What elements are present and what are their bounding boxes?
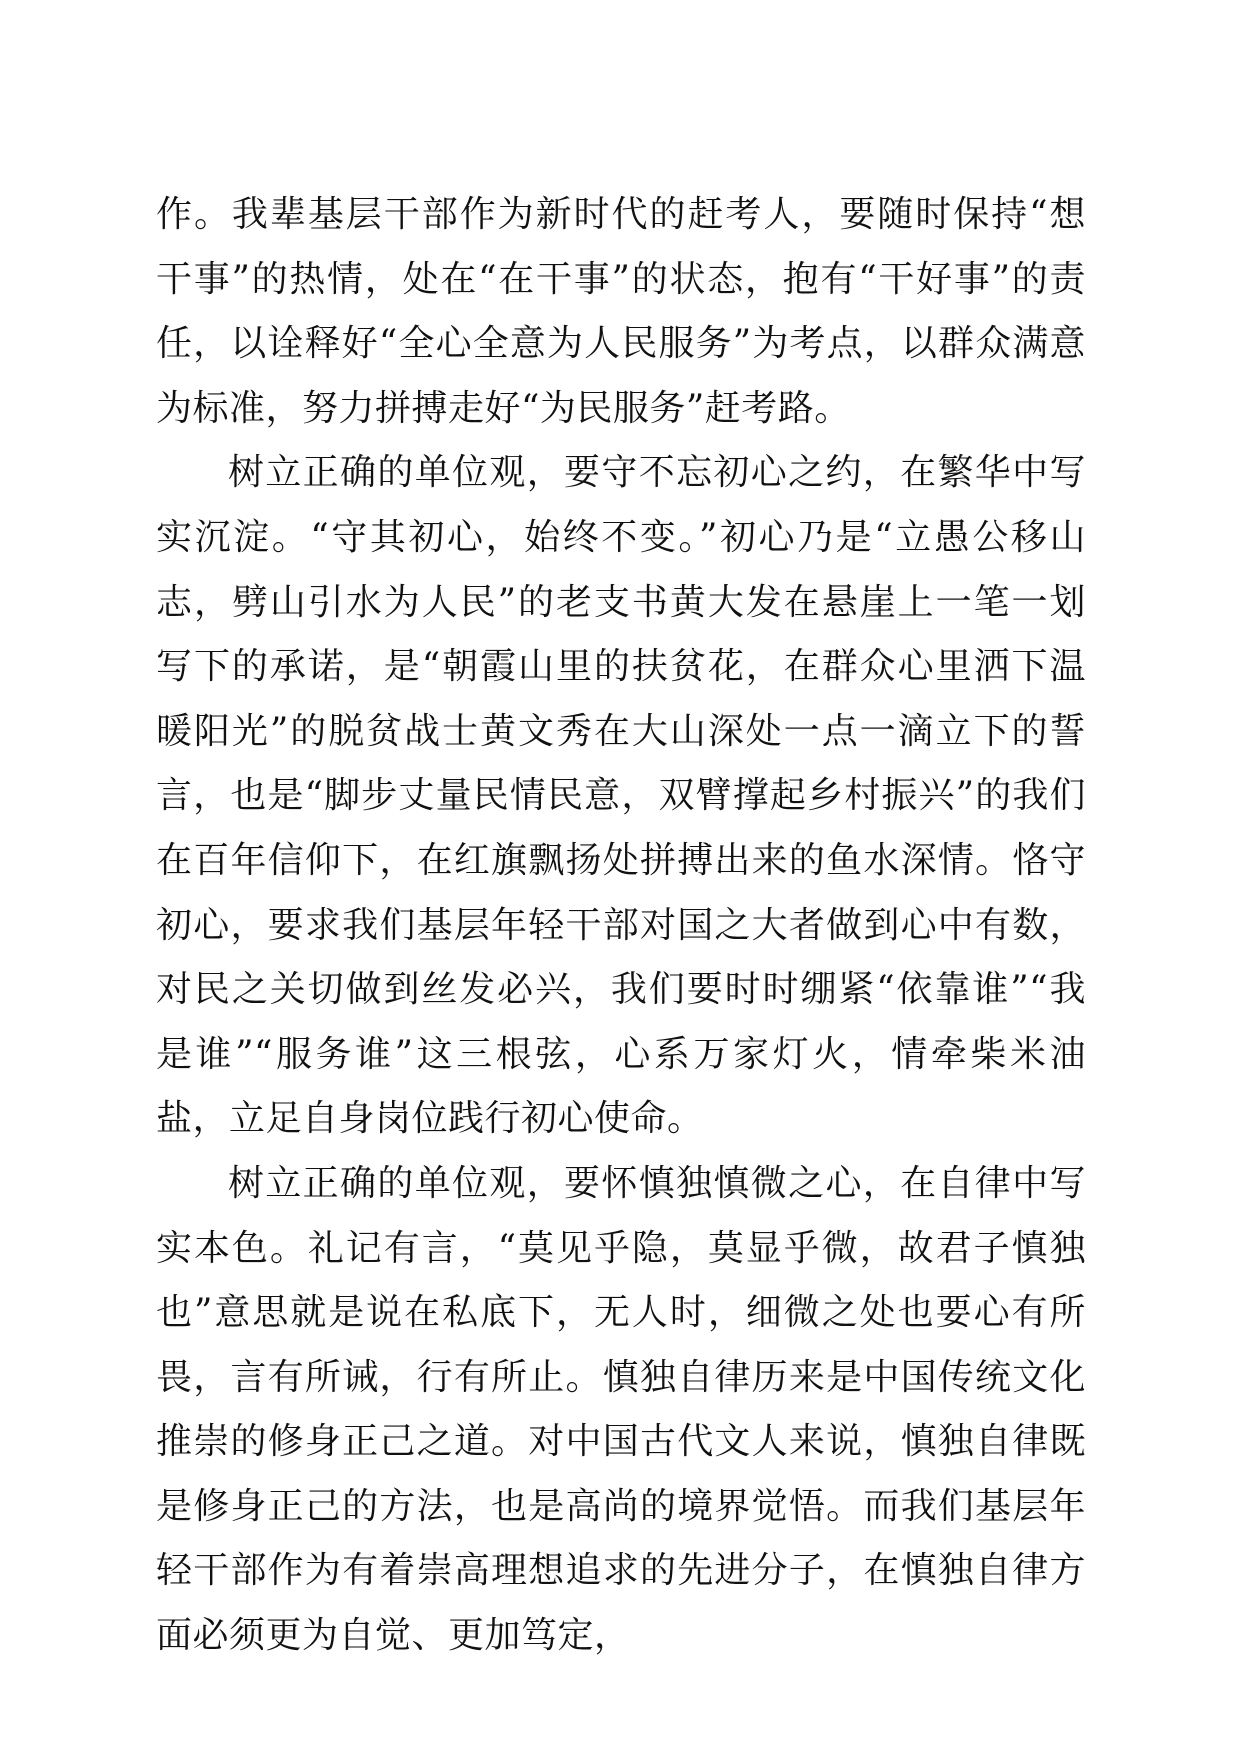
body-text (156, 183, 1086, 1669)
paragraph-initial-aspiration: 树立正确的单位观，要守不忘初心之约，在繁华中写实沉淀。“守其初心，始终不变。”初心乃是“立愚公移山志，劈山引水为人民”的老支书黄大发在悬崖上一笔一划写下的承诺，是“朝霞山里的扶贫花，在群众心里洒下温暖阳光”的脱贫战士黄文秀在大山深处一点一滴立下的誓言，也是“脚步丈量民情民意，双臂撑起乡村振兴”的我们在百年信仰下，在红旗飘扬处拼搏出来的鱼水深情。恪守初心，要求我们基层年轻干部对国之大者做到心中有数，对民之关切做到丝发必兴，我们要时时绷紧“依靠谁”“我是谁”“服务谁”这三根弦，心系万家灯火，情牵柴米油盐，立足自身岗位践行初心使命。 (156, 452, 1086, 1140)
paragraph-self-discipline: 树立正确的单位观，要怀慎独慎微之心，在自律中写实本色。礼记有言，“莫见乎隐，莫显乎微，故君子慎独也”意思就是说在私底下，无人时，细微之处也要心有所畏，言有所诫，行有所止。慎独自律历来是中国传统文化推崇的修身正己之道。对中国古代文人来说，慎独自律既是修身正己的方法，也是高尚的境界觉悟。而我们基层年轻干部作为有着崇高理想追求的先进分子，在慎独自律方面必须更为自觉、更加笃定， (156, 1162, 1086, 1657)
paragraph-continuation: 作。我辈基层干部作为新时代的赶考人，要随时保持“想干事”的热情，处在“在干事”的状态，抱有“干好事”的责任，以诠释好“全心全意为人民服务”为考点，以群众满意为标准，努力拼搏走好“为民服务”赶考路。 (156, 194, 1086, 429)
